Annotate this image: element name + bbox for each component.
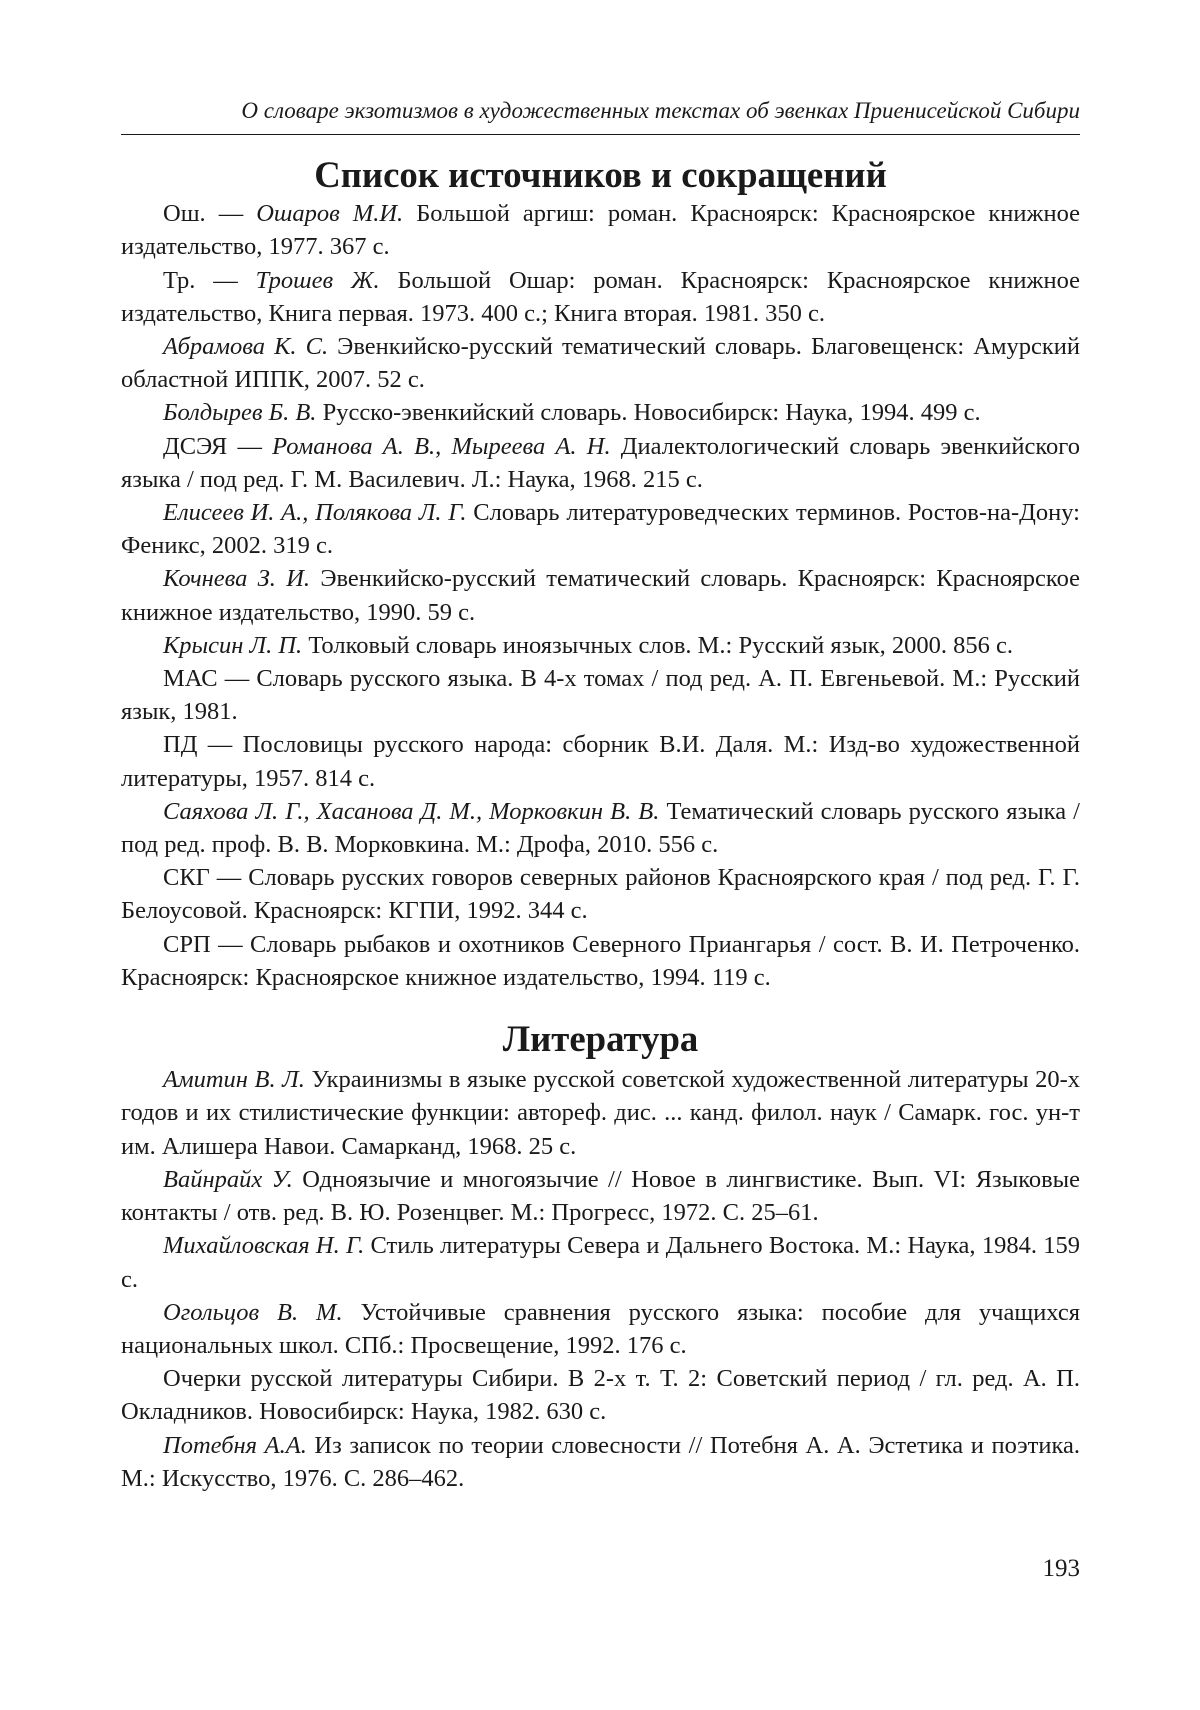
- entry-text: Русско-эвенкийский словарь. Новосибирск: Наука, 1994. 499 с.: [316, 399, 981, 427]
- entry-text: Эвенкийско-русский тематический словарь. Благовещенск: Амурский областной ИППК, 2007. 52 с.: [121, 333, 1081, 394]
- entry-author: Крысин Л. П.: [163, 631, 303, 659]
- entry-text: СРП — Словарь рыбаков и охотников Северного Приангарья / сост. В. И. Петроченко. Красноярск: Красноярское книжное издательство, 1994. 119 с.: [121, 930, 1080, 991]
- page-body: [121, 154, 1081, 1495]
- entry-author: Абрамова К. С.: [163, 333, 329, 361]
- reference-entry: [121, 728, 1080, 794]
- header-rule: [121, 134, 1080, 135]
- literature-list: [121, 1063, 1080, 1495]
- reference-entry: [121, 1429, 1080, 1495]
- reference-entry: [121, 1063, 1080, 1163]
- entry-text: ПД — Пословицы русского народа: сборник В.И. Даля. М.: Изд-во художественной литературы, 1957. 814 с.: [121, 731, 1080, 792]
- reference-entry: [121, 928, 1080, 994]
- reference-entry: [121, 496, 1080, 562]
- entry-text: Из записок по теории словесности // Потебня А. А. Эстетика и поэтика. М.: Искусство, 1976. С. 286–462.: [121, 1431, 1080, 1492]
- entry-text: Большой Ошар: роман. Красноярск: Красноярское книжное издательство, Книга первая. 1973. 400 с.; Книга вторая. 1981. 350 с.: [121, 266, 1080, 327]
- reference-entry: [121, 562, 1080, 628]
- entry-author: Амитин В. Л.: [163, 1066, 305, 1094]
- reference-entry: [121, 1362, 1080, 1428]
- sources-heading: Список источников и сокращений: [314, 154, 887, 195]
- entry-text: СКГ — Словарь русских говоров северных районов Красноярского края / под ред. Г. Г. Белоусовой. Красноярск: КГПИ, 1992. 344 с.: [121, 864, 1080, 925]
- reference-entry: [121, 396, 1080, 429]
- reference-entry: [121, 430, 1080, 496]
- entry-text: Словарь литературоведческих терминов. Ростов-на-Дону: Феникс, 2002. 319 с.: [121, 499, 1080, 560]
- entry-prefix: Ош. —: [163, 200, 257, 228]
- page-number: 193: [1042, 1555, 1080, 1582]
- entry-author: Саяхова Л. Г., Хасанова Д. М., Морковкин В. В.: [163, 797, 660, 825]
- entry-author: Болдырев Б. В.: [163, 399, 317, 427]
- entry-text: Стиль литературы Севера и Дальнего Востока. М.: Наука, 1984. 159 с.: [121, 1232, 1081, 1293]
- reference-entry: [121, 1163, 1080, 1229]
- entry-text: МАС — Словарь русского языка. В 4-х томах / под ред. А. П. Евгеньевой. М.: Русский язык, 1981.: [121, 665, 1080, 726]
- entry-text: Устойчивые сравнения русского языка: пособие для учащихся национальных школ. СПб.: Просвещение, 1992. 176 с.: [121, 1298, 1080, 1359]
- reference-entry: [121, 1229, 1080, 1295]
- entry-text: Украинизмы в языке русской советской художественной литературы 20-х годов и их стилистические функции: автореф. дис. ... канд. филол. наук / Самарк. гос. ун-т им. Алишера Навои. Самарканд, 1968. 25 с.: [121, 1066, 1080, 1160]
- entry-author: Трошев Ж.: [255, 266, 380, 294]
- entry-author: Вайнрайх У.: [163, 1165, 293, 1193]
- reference-entry: [121, 629, 1080, 662]
- reference-entry: [121, 861, 1080, 927]
- entry-author: Ошаров М.И.: [256, 200, 404, 228]
- entry-text: Одноязычие и многоязычие // Новое в лингвистике. Вып. VI: Языковые контакты / отв. ред. В. Ю. Розенцвег. М.: Прогресс, 1972. С. 25–61.: [121, 1165, 1081, 1227]
- entry-author: Потебня А.А.: [163, 1431, 307, 1459]
- running-header: О словаре экзотизмов в художественных текстах об эвенках Приенисейской Сибири: [241, 98, 1080, 123]
- entry-text: Большой аргиш: роман. Красноярск: Красноярское книжное издательство, 1977. 367 с.: [121, 200, 1080, 261]
- reference-entry: [121, 264, 1080, 330]
- entry-author: Кочнева З. И.: [163, 565, 311, 593]
- entry-text: Диалектологический словарь эвенкийского языка / под ред. Г. М. Василевич. Л.: Наука, 1968. 215 с.: [121, 432, 1080, 493]
- reference-entry: [121, 1296, 1080, 1362]
- reference-entry: [121, 197, 1080, 263]
- entry-author: Романова А. В., Мыреева А. Н.: [272, 432, 611, 460]
- entry-prefix: Тр. —: [163, 266, 256, 294]
- entry-text: Тематический словарь русского языка / под ред. проф. В. В. Морковкина. М.: Дрофа, 2010. 556 с.: [121, 797, 1080, 859]
- reference-entry: [121, 662, 1080, 728]
- entry-prefix: ДСЭЯ —: [163, 432, 273, 460]
- entry-text: Толковый словарь иноязычных слов. М.: Русский язык, 2000. 856 с.: [302, 631, 1014, 659]
- reference-entry: [121, 330, 1080, 396]
- entry-text: Эвенкийско-русский тематический словарь. Красноярск: Красноярское книжное издательство, 1990. 59 с.: [121, 565, 1080, 626]
- entry-author: Огольцов В. М.: [163, 1298, 343, 1326]
- sources-list: [121, 197, 1080, 994]
- reference-entry: [121, 795, 1080, 861]
- entry-text: Очерки русской литературы Сибири. В 2-х т. Т. 2: Советский период / гл. ред. А. П. Окладников. Новосибирск: Наука, 1982. 630 с.: [121, 1365, 1080, 1426]
- entry-author: Михайловская Н. Г.: [163, 1232, 365, 1260]
- literature-heading: Литература: [502, 1018, 699, 1060]
- entry-author: Елисеев И. А., Полякова Л. Г.: [163, 499, 467, 527]
